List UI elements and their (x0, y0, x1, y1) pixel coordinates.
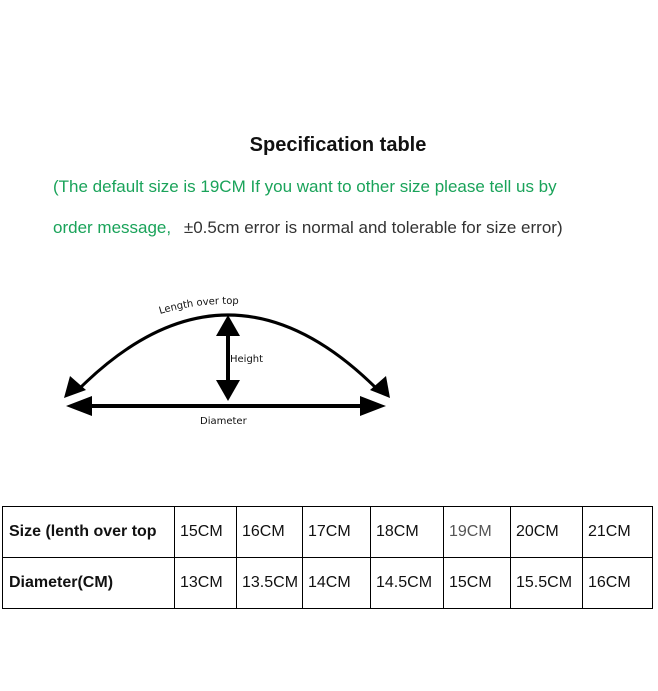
table-cell: 16CM (583, 558, 653, 609)
table-row-size (3, 507, 653, 558)
table-cell: 14.5CM (371, 558, 444, 609)
diameter-label: Diameter (200, 416, 247, 427)
note-tolerance: 0.5cm error is normal and tolerable for size error) (193, 218, 563, 237)
height-label: Height (230, 354, 264, 365)
table-cell: 17CM (303, 507, 371, 558)
table-cell: 21CM (583, 507, 653, 558)
table-cell: 15CM (444, 558, 511, 609)
table-cell: 16CM (237, 507, 303, 558)
measurement-diagram (0, 290, 420, 450)
table-cell-default: 19CM (444, 507, 511, 558)
table-row-diameter (3, 558, 653, 609)
size-header-cell: Size (lenth over top (3, 507, 175, 558)
height-arrow-down-icon (216, 380, 240, 401)
plus-minus-symbol: ± (183, 218, 194, 237)
table-cell: 15.5CM (511, 558, 583, 609)
table-cell: 15CM (175, 507, 237, 558)
note-line-2 (53, 218, 563, 238)
table-cell: 20CM (511, 507, 583, 558)
table-cell: 13.5CM (237, 558, 303, 609)
diameter-arrow-right-icon (360, 396, 386, 416)
height-arrow-up-icon (216, 315, 240, 336)
note-line-1: (The default size is 19CM If you want to other size please tell us by (53, 177, 557, 196)
diameter-arrow-left-icon (66, 396, 92, 416)
diameter-header-cell: Diameter(CM) (3, 558, 175, 609)
length-over-top-label: Length over top (157, 295, 239, 317)
spec-table (2, 506, 653, 609)
table-cell: 14CM (303, 558, 371, 609)
table-cell: 13CM (175, 558, 237, 609)
table-cell: 18CM (371, 507, 444, 558)
note-prefix: order message, (53, 218, 172, 237)
page-title: Specification table (249, 134, 427, 156)
